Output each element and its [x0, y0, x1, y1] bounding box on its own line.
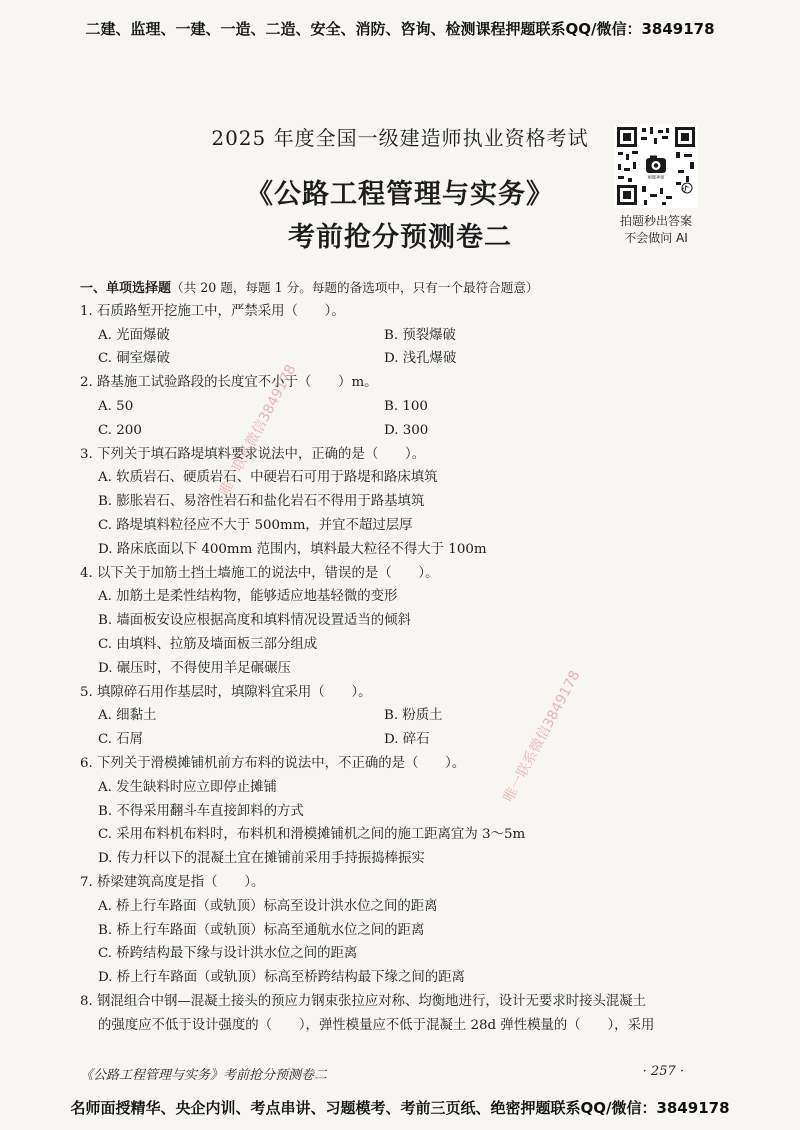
option[interactable]: A. 发生缺料时应立即停止摊铺: [98, 779, 277, 795]
question-stem: 4. 以下关于加筋土挡土墙施工的说法中，错误的是（ ）。: [80, 565, 439, 581]
option[interactable]: D. 桥上行车路面（或轨顶）标高至桥跨结构最下缘之间的距离: [98, 970, 465, 986]
option[interactable]: B. 不得采用翻斗车直接卸料的方式: [98, 803, 304, 819]
option[interactable]: A. 光面爆破: [98, 327, 170, 343]
bottom-banner: 名师面授精华、央企内训、考点串讲、习题模考、考前三页纸、绝密押题联系QQ/微信：3849178: [70, 1099, 730, 1117]
option[interactable]: D. 碎石: [384, 732, 430, 748]
option[interactable]: B. 墙面板安设应根据高度和填料情况设置适当的倾斜: [98, 613, 411, 629]
watermark: 唯一联系微信3849178: [216, 362, 300, 499]
option[interactable]: B. 100: [384, 398, 428, 414]
question-stem-continuation: 的强度应不低于设计强度的（ ），弹性模量应不低于混凝土 28d 弹性模量的（ ），采用: [98, 1017, 655, 1033]
option-row: [80, 419, 720, 443]
question-list: [80, 276, 720, 1038]
option[interactable]: B. 膨胀岩石、易溶性岩石和盐化岩石不得用于路基填筑: [98, 494, 425, 510]
section-description: （共 20 题，每题 1 分。每题的备选项中，只有一个最符合题意）: [171, 280, 539, 295]
question-stem: 7. 桥梁建筑高度是指（ ）。: [80, 874, 265, 890]
top-banner: 二建、监理、一建、一造、二造、安全、消防、咨询、检测课程押题联系QQ/微信：3849178: [85, 20, 715, 38]
paper-title: 《公路工程管理与实务》: [246, 179, 554, 210]
option[interactable]: C. 200: [98, 422, 142, 438]
question-stem: 1. 石质路堑开挖施工中，严禁采用（ ）。: [80, 303, 345, 319]
option[interactable]: A. 加筋土是柔性结构物，能够适应地基轻微的变形: [98, 589, 398, 605]
option[interactable]: C. 采用布料机布料时，布料机和滑模摊铺机之间的施工距离宜为 3～5m: [98, 827, 526, 843]
page-number: · 257 ·: [642, 1064, 684, 1079]
page-footer: [80, 1064, 720, 1083]
option-row: [80, 347, 720, 371]
question-stem: 8. 钢混组合中钢—混凝土接头的预应力钢束张拉应对称、均衡地进行，设计无要求时接头混凝土: [80, 993, 647, 1009]
option[interactable]: C. 石屑: [98, 732, 144, 748]
qr-caption-line-1: 拍题秒出答案: [619, 214, 692, 228]
option[interactable]: A. 桥上行车路面（或轨顶）标高至设计洪水位之间的距离: [98, 898, 438, 914]
qr-caption-line-2: 不会做问 AI: [624, 231, 688, 245]
question-stem: 2. 路基施工试验路段的长度宜不小于（ ）m。: [80, 375, 378, 391]
option[interactable]: D. 碾压时，不得使用羊足碾碾压: [98, 660, 291, 676]
option[interactable]: B. 预裂爆破: [384, 327, 456, 343]
exam-year-line: 2025 年度全国一级建造师执业资格考试: [211, 126, 589, 150]
option[interactable]: D. 浅孔爆破: [384, 351, 457, 367]
section-title: 一、单项选择题: [80, 281, 172, 296]
option[interactable]: D. 路床底面以下 400mm 范围内，填料最大粒径不得大于 100m: [98, 541, 487, 557]
option[interactable]: A. 软质岩石、硬质岩石、中硬岩石可用于路堤和路床填筑: [98, 470, 438, 486]
qr-code-icon[interactable]: [614, 124, 698, 208]
option[interactable]: C. 由填料、拉筋及墙面板三部分组成: [98, 636, 318, 652]
option-row: [80, 728, 720, 752]
option[interactable]: B. 桥上行车路面（或轨顶）标高至通航水位之间的距离: [98, 922, 425, 938]
option[interactable]: A. 50: [98, 398, 134, 414]
qr-brand-label: 刷题神器: [647, 174, 665, 180]
section-heading: [80, 276, 720, 300]
option[interactable]: C. 硐室爆破: [98, 351, 170, 367]
watermark: 唯一联系微信3849178: [500, 668, 584, 805]
option-row: [80, 395, 720, 419]
option[interactable]: A. 细黏土: [98, 708, 157, 724]
option[interactable]: D. 300: [384, 422, 429, 438]
qr-block: [610, 124, 702, 247]
option-row: [80, 704, 720, 728]
paper-subtitle: 考前抢分预测卷二: [288, 222, 512, 253]
question-stem: 6. 下列关于滑模摊铺机前方布料的说法中，不正确的是（ ）。: [80, 755, 466, 771]
option[interactable]: B. 粉质土: [384, 708, 443, 724]
option-row: [80, 324, 720, 348]
option[interactable]: C. 桥跨结构最下缘与设计洪水位之间的距离: [98, 946, 358, 962]
footer-title: 《公路工程管理与实务》考前抢分预测卷二: [80, 1068, 328, 1083]
option[interactable]: D. 传力杆以下的混凝土宜在摊铺前采用手持振捣棒振实: [98, 851, 425, 867]
question-stem: 3. 下列关于填石路堤填料要求说法中，正确的是（ ）。: [80, 446, 426, 462]
question-stem: 5. 填隙碎石用作基层时，填隙料宜采用（ ）。: [80, 684, 372, 700]
option[interactable]: C. 路堤填料粒径应不大于 500mm，并宜不超过层厚: [98, 517, 413, 533]
